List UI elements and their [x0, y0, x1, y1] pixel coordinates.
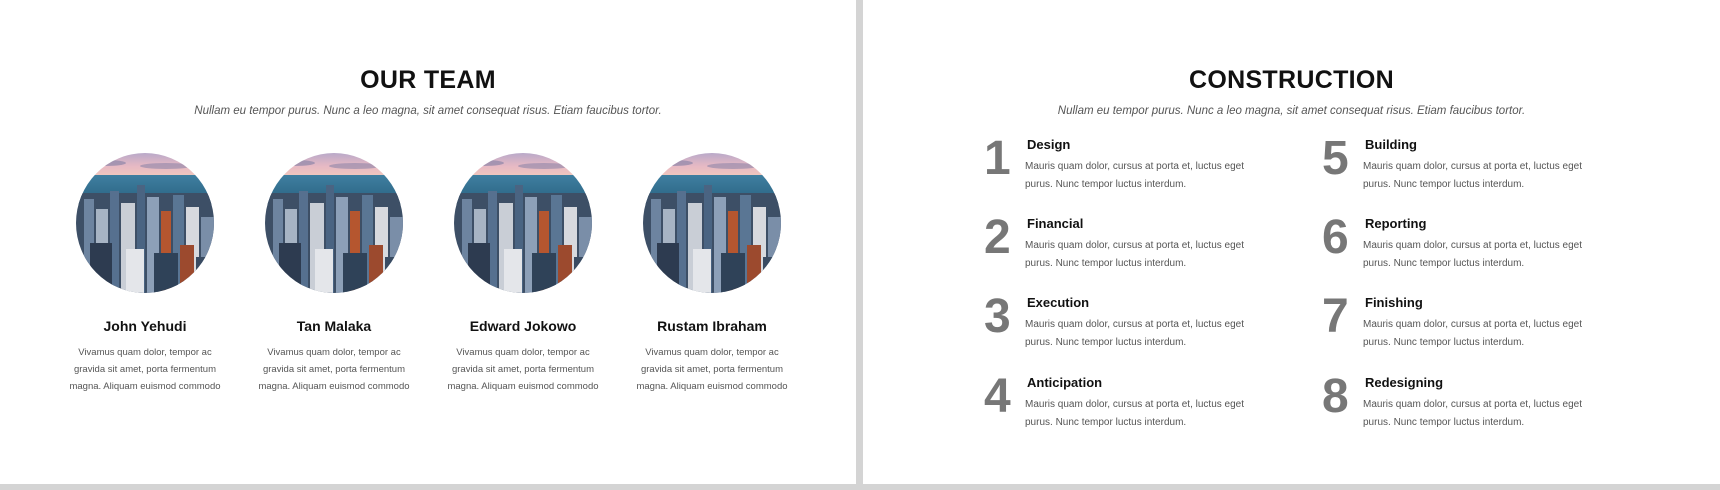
- step-item: [984, 290, 1284, 365]
- step-description: Mauris quam dolor, cursus at porta et, luctus eget purus. Nunc tempor luctus interdum.: [1363, 319, 1582, 348]
- step-title: Execution: [1027, 295, 1090, 310]
- member-description: Vivamus quam dolor, tempor ac gravida sit amet, porta fermentum magna. Aliquam euismod commodo: [69, 347, 221, 392]
- step-number: 2: [984, 211, 1011, 264]
- step-item: [984, 370, 1284, 445]
- step-title: Anticipation: [1027, 375, 1103, 390]
- step-item: [1322, 132, 1622, 207]
- step-number: 5: [1322, 132, 1349, 185]
- team-member-card: [438, 153, 608, 395]
- step-item: [1322, 211, 1622, 286]
- step-title: Reporting: [1365, 216, 1427, 231]
- member-name: John Yehudi: [103, 318, 187, 334]
- member-description: Vivamus quam dolor, tempor ac gravida sit amet, porta fermentum magna. Aliquam euismod commodo: [636, 347, 788, 392]
- team-subtitle: Nullam eu tempor purus. Nunc a leo magna, sit amet consequat risus. Etiam faucibus tortor.: [194, 105, 662, 117]
- step-item: [984, 211, 1284, 286]
- step-title: Finishing: [1365, 295, 1423, 310]
- step-title: Redesigning: [1365, 375, 1444, 390]
- step-number: 8: [1322, 370, 1349, 423]
- member-name: Tan Malaka: [296, 318, 372, 334]
- team-slide: [0, 0, 856, 484]
- step-description: Mauris quam dolor, cursus at porta et, luctus eget purus. Nunc tempor luctus interdum.: [1025, 319, 1244, 348]
- step-description: Mauris quam dolor, cursus at porta et, luctus eget purus. Nunc tempor luctus interdum.: [1025, 161, 1244, 190]
- step-description: Mauris quam dolor, cursus at porta et, luctus eget purus. Nunc tempor luctus interdum.: [1025, 240, 1244, 269]
- member-name: Edward Jokowo: [469, 318, 577, 334]
- member-description: Vivamus quam dolor, tempor ac gravida sit amet, porta fermentum magna. Aliquam euismod commodo: [258, 347, 410, 392]
- step-number: 3: [984, 290, 1011, 343]
- city-skyline-photo: [454, 153, 592, 293]
- step-item: [1322, 370, 1622, 445]
- step-item: [1322, 290, 1622, 365]
- city-skyline-photo: [265, 153, 403, 293]
- construction-title: CONSTRUCTION: [1189, 66, 1394, 94]
- construction-slide: [863, 0, 1720, 484]
- step-number: 6: [1322, 211, 1349, 264]
- team-title: OUR TEAM: [360, 66, 496, 94]
- step-title: Financial: [1027, 216, 1084, 231]
- step-description: Mauris quam dolor, cursus at porta et, luctus eget purus. Nunc tempor luctus interdum.: [1363, 399, 1582, 428]
- team-member-card: [627, 153, 797, 395]
- city-skyline-photo: [643, 153, 781, 293]
- member-name: Rustam Ibraham: [657, 318, 767, 334]
- team-member-card: [60, 153, 230, 395]
- construction-subtitle: Nullam eu tempor purus. Nunc a leo magna, sit amet consequat risus. Etiam faucibus tortor.: [1057, 105, 1526, 117]
- step-item: [984, 132, 1284, 207]
- step-description: Mauris quam dolor, cursus at porta et, luctus eget purus. Nunc tempor luctus interdum.: [1363, 240, 1582, 269]
- step-title: Building: [1365, 137, 1417, 152]
- step-number: 7: [1322, 290, 1349, 343]
- step-description: Mauris quam dolor, cursus at porta et, luctus eget purus. Nunc tempor luctus interdum.: [1025, 399, 1244, 428]
- team-member-card: [249, 153, 419, 395]
- step-title: Design: [1027, 137, 1071, 152]
- member-description: Vivamus quam dolor, tempor ac gravida sit amet, porta fermentum magna. Aliquam euismod commodo: [447, 347, 599, 392]
- step-number: 1: [984, 132, 1011, 185]
- city-skyline-photo: [76, 153, 214, 293]
- step-number: 4: [984, 370, 1011, 423]
- step-description: Mauris quam dolor, cursus at porta et, luctus eget purus. Nunc tempor luctus interdum.: [1363, 161, 1582, 190]
